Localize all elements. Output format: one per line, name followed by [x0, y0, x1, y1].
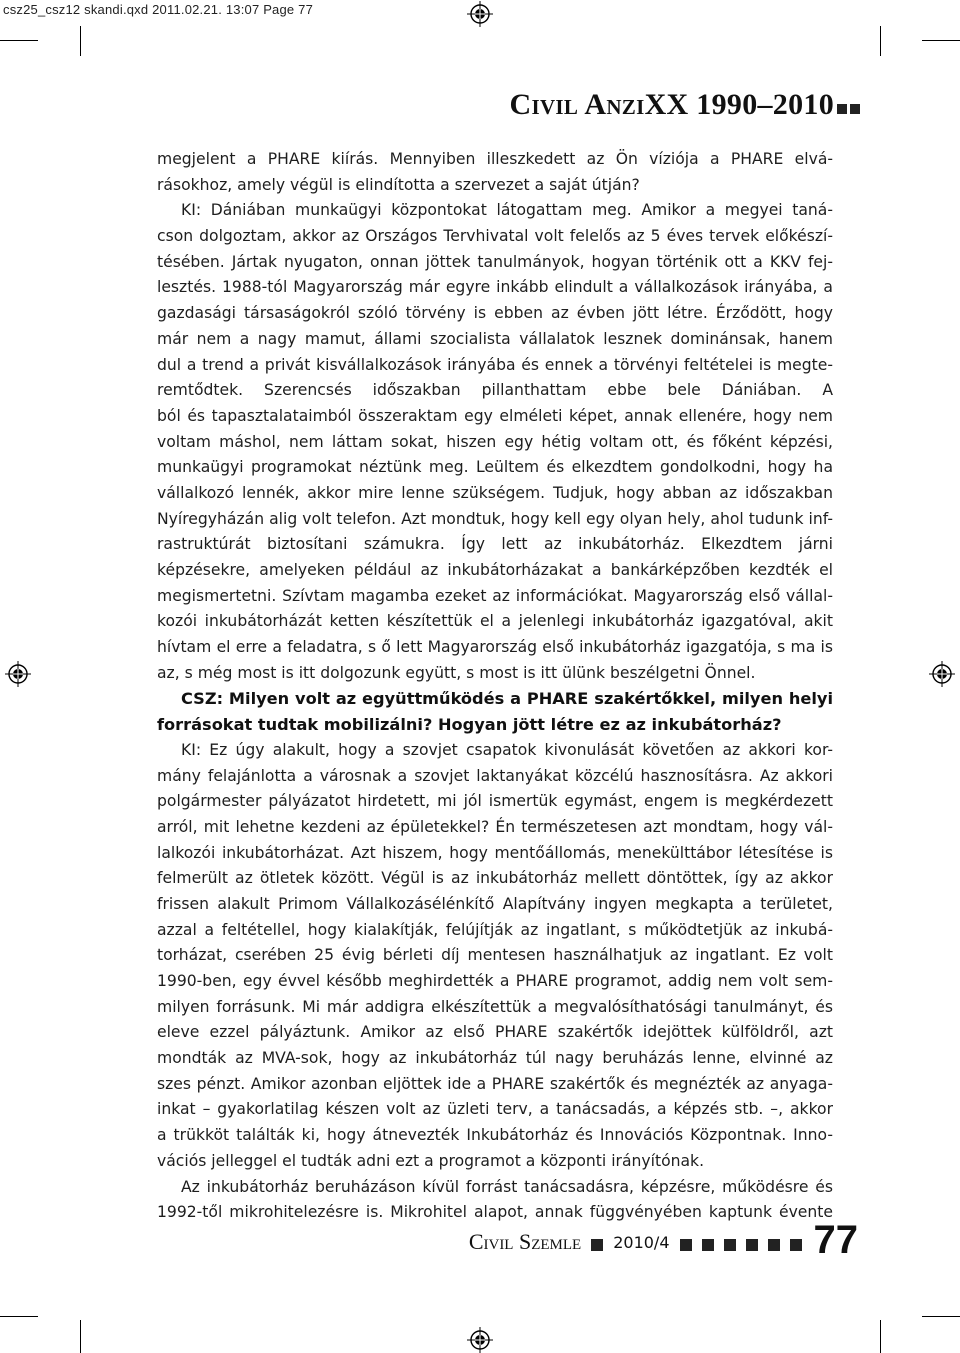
registration-mark-top: [467, 1, 493, 27]
page-number: 77: [813, 1218, 858, 1262]
running-head-title: Civil AnziXX 1990–2010: [509, 88, 834, 121]
body-line: lesztés. 1988-tól Magyarország már egyre inkább elindult a vállalkozások irányába, a: [157, 278, 833, 297]
registration-mark-bottom: [467, 1327, 493, 1353]
body-line: rásokhoz, amely végül is elindította a szervezet a saját útján?: [157, 175, 640, 194]
body-line: 1992-től mikrohitelezésre is. Mikrohitel alapot, annak függvényében kaptunk évente: [157, 1203, 833, 1222]
body-line: megismertetni. Szívtam magamba ezeket az információkat. Magyarország első vállal-: [157, 586, 833, 605]
body-line: KI: Dániában munkaügyi központokat látogattam meg. Amikor a megyei taná-: [181, 201, 833, 220]
body-line: arról, mit lehetne kezdeni az épületekkel? Én természetesen azt mondtam, hogy vál-: [157, 817, 833, 836]
interview-question: CSZ: Milyen volt az együttműködés a PHARE szakértőkkel, milyen helyi: [181, 689, 833, 709]
body-line: frissen alakult Primom Vállalkozásélénkítő Alapítvány ingyen megkapta a területet,: [157, 894, 833, 913]
body-line: mondták az MVA-sok, hogy az inkubátorház túl nagy beruházás lenne, elvinné az: [157, 1049, 833, 1068]
page-footer: [469, 1215, 858, 1260]
print-slug: csz25_csz12 skandi.qxd 2011.02.21. 13:07 Page 77: [3, 2, 314, 17]
body-line: hívtam el erre a feladatra, s ő lett Magyarország első inkubátorház igazgatója, s ma is: [157, 638, 833, 657]
crop-mark-bottom-left-h: [0, 1316, 38, 1317]
body-line: rastruktúrát biztosítani számukra. Így lett az inkubátorház. Elkezdtem járni: [157, 535, 833, 554]
crop-mark-bottom-right-v: [880, 1320, 881, 1353]
crop-mark-top-left-v: [80, 26, 81, 56]
running-head-square-1: [837, 104, 847, 114]
body-line: képzésekre, amelyeken például az inkubátorházakat a bankárképzőben kezdték el: [157, 561, 833, 579]
body-line: az, s még most is itt dolgozunk együtt, s most is itt ülünk beszélgetni Önnel.: [157, 663, 756, 682]
body-line: már nem a nagy mamut, állami szocialista vállalatok lesznek dominánsak, hanem: [157, 329, 833, 348]
footer-square: [724, 1239, 736, 1251]
body-line: dul a trend a privát kisvállalkozások irányába és ennek a törvényi feltételei is megte-: [157, 355, 833, 374]
body-line: vállalkozó lennék, akkor mire lenne szükségem. Tudjuk, hogy abban az időszakban: [157, 483, 833, 502]
body-line: lalkozói inkubátorházat. Azt hiszem, hogy mentőállomás, menekülttábor létesítése is: [157, 843, 833, 862]
body-line: mány felajánlotta a városnak a szovjet laktanyákat közcélú hasznosításra. Az akkori: [157, 766, 833, 785]
body-line: KI: Ez úgy alakult, hogy a szovjet csapatok kivonulását követően az akkori kor-: [181, 740, 833, 759]
footer-square: [768, 1239, 780, 1251]
footer-square: [702, 1239, 714, 1251]
body-line: milyen forrásunk. Mi már addigra elkészítettük a megvalósíthatósági tanulmányt, és: [157, 997, 833, 1016]
crop-mark-bottom-left-v: [80, 1320, 81, 1353]
crop-mark-top-right-h: [922, 40, 960, 41]
footer-square: [680, 1239, 692, 1251]
body-line: vációs jelleggel el tudták adni ezt a programot a központi irányítónak.: [157, 1151, 705, 1170]
body-line: cson dolgoztam, akkor az Országos Tervhivatal volt felelős az 5 éves tervek előkészí-: [157, 227, 833, 246]
body-line: eleve ezzel pályáztunk. Amikor az első PHARE szakértők idejöttek külföldről, azt: [157, 1023, 833, 1042]
registration-mark-left: [5, 661, 31, 687]
footer-square: [591, 1239, 603, 1251]
body-line: voltam máshol, nem láttam sokat, hiszen egy hétig voltam ott, és főként képzési,: [157, 432, 833, 451]
body-line: polgármester pályázatot hirdetett, mi jól ismertük egymást, engem is megkérdezett: [157, 792, 833, 811]
body-line: a trükköt találták ki, hogy átnevezték Inkubátorház és Innovációs Központnak. Inno-: [157, 1126, 833, 1145]
body-line: gazdasági társaságokról szóló törvény is ebben az évben jött létre. Érződött, hogy: [157, 304, 833, 323]
body-line: szes pénzt. Amikor azonban eljöttek ide a PHARE szakértők és megnézték az anyaga-: [157, 1074, 833, 1093]
body-line: kozói inkubátorházát ketten készítettük el a jelenlegi inkubátorház igazgatóval, akit: [157, 612, 833, 631]
article-body: [157, 147, 833, 1226]
body-line: azzal a feltétellel, hogy kialakítják, felújítják az ingatlant, s működtetjük az inkubá-: [157, 920, 833, 939]
running-head-square-2: [850, 104, 860, 114]
body-line: 1990-ben, egy évvel később meghirdették a PHARE programot, addig nem volt sem-: [157, 972, 833, 990]
body-line: inkat – gyakorlatilag készen volt az üzleti terv, a tanácsadás, a képzés stb. –, akkor: [157, 1100, 833, 1119]
journal-name: Civil Szemle: [468, 1229, 582, 1254]
interview-question: forrásokat tudtak mobilizálni? Hogyan jött létre ez az inkubátorház?: [157, 715, 782, 735]
footer-square: [746, 1239, 758, 1251]
registration-mark-right: [929, 661, 955, 687]
crop-mark-top-right-v: [880, 26, 881, 56]
body-line: megjelent a PHARE kiírás. Mennyiben illeszkedett az Ön víziója a PHARE elvá-: [157, 150, 833, 168]
crop-mark-top-left-h: [0, 40, 38, 41]
body-line: ból és tapasztalataimból összeraktam egy elméleti képet, annak ellenére, hogy nem: [157, 406, 833, 425]
body-line: munkaügyi programokat néztünk meg. Leültem és elkezdtem gondolkodni, hogy ha: [157, 458, 833, 477]
crop-mark-bottom-right-h: [922, 1316, 960, 1317]
body-line: torházat, cserében 25 évig bérleti díj mentesen használhatjuk az ingatlant. Ez volt: [157, 946, 833, 965]
body-line: Az inkubátorház beruházáson kívül forrást tanácsadásra, képzésre, működésre és: [181, 1177, 833, 1196]
body-line: felmerült az ötletek között. Végül is az inkubátorház mellett döntöttek, így az akkor: [157, 869, 833, 888]
body-line: tésében. Jártak nyugaton, onnan jöttek tanulmányok, hogyan történik ott a KKV fej-: [157, 252, 833, 271]
body-line: Nyíregyházán alig volt telefon. Azt mondtuk, hogy kell egy olyan hely, ahol tudunk inf-: [157, 509, 833, 528]
running-head: [510, 88, 860, 124]
issue-number: 2010/4: [613, 1233, 670, 1252]
body-line: remtődtek. Szerencsés időszakban pillanthattam ebbe bele Dániában. A: [157, 381, 833, 400]
footer-square: [790, 1239, 802, 1251]
